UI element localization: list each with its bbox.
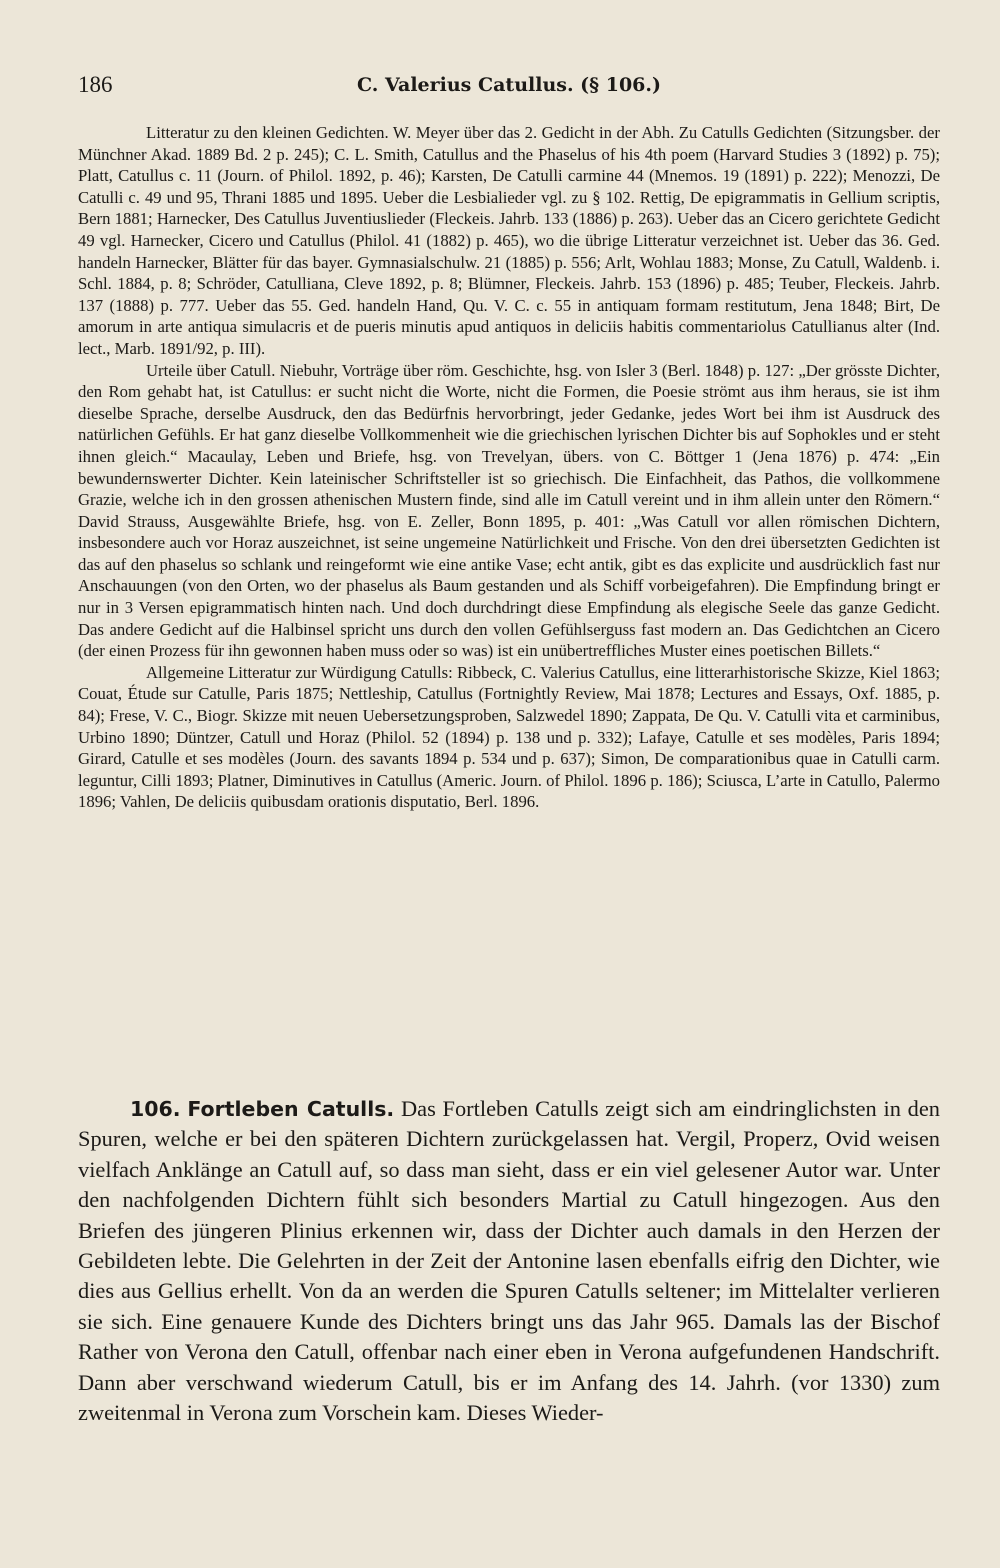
literature-paragraph-general: Allgemeine Litteratur zur Würdigung Catulls: Ribbeck, C. Valerius Catullus, eine litterarhistorische Skizze, Kiel 1863; Couat, Étude sur Catulle, Paris 1875; Nettleship, Catullus (Fortnightly Review, Mai 1878; Lectures and Essays, Oxf. 1885, p. 84); Frese, V. C., Biogr. Skizze mit neuen Uebersetzungsproben, Salzwedel 1890; Zappata, De Qu. V. Catulli vita et carminibus, Urbino 1890; Düntzer, Catull und Horaz (Philol. 52 (1894) p. 138 und p. 332); Lafaye, Catulle et ses modèles, Paris 1894; Girard, Catulle et ses modèles (Journ. des savants 1894 p. 534 und p. 637); Simon, De comparationibus quae in Catulli carm. leguntur, Cilli 1893; Platner, Diminutives in Catullus (Americ. Journ. of Philol. 1896 p. 186); Sciusca, L’arte in Catullo, Palermo 1896; Vahlen, De deliciis quibusdam orationis disputatio, Berl. 1896.: [78, 662, 940, 812]
section-number: 106.: [130, 1097, 181, 1121]
section-text: Das Fortleben Catulls zeigt sich am eindringlichsten in den Spuren, welche er bei den späteren Dichtern zurückgelassen hat. Vergil, Properz, Ovid weisen vielfach Anklänge an Catull auf, so dass man sieht, dass er ein viel gelesener Autor war. Unter den nachfolgenden Dichtern fühlt sich besonders Martial zu Catull hingezogen. Aus den Briefen des jüngeren Plinius erkennen wir, dass der Dichter auch damals in den Herzen der Gebildeten lebte. Die Gelehrten in der Zeit der Antonine lasen ebenfalls eifrig den Dichter, wie dies aus Gellius erhellt. Von da an werden die Spuren Catulls seltener; im Mittelalter verlieren sie sich. Eine genauere Kunde des Dichters bringt uns das Jahr 965. Damals las der Bischof Rather von Verona den Catull, offenbar nach einer eben in Verona aufgefundenen Handschrift. Dann aber verschwand wiederum Catull, bis er im Anfang des 14. Jahrh. (vor 1330) zum zweitenmal in Verona zum Vorschein kam. Dieses Wieder-: [78, 1096, 940, 1426]
literature-paragraph-small-poems: Litteratur zu den kleinen Gedichten. W. Meyer über das 2. Gedicht in der Abh. Zu Catulls Gedichten (Sitzungsber. der Münchner Akad. 1889 Bd. 2 p. 245); C. L. Smith, Catullus and the Phaselus of his 4th poem (Harvard Studies 3 (1892) p. 75); Platt, Catullus c. 11 (Journ. of Philol. 1892, p. 46); Karsten, De Catulli carmine 44 (Mnemos. 19 (1891) p. 222); Menozzi, De Catulli c. 49 und 95, Thrani 1885 und 1895. Ueber die Lesbialieder vgl. zu § 102. Rettig, De epigrammatis in Gellium scriptis, Bern 1881; Harnecker, Des Catullus Juventiuslieder (Fleckeis. Jahrb. 133 (1886) p. 263). Ueber das an Cicero gerichtete Gedicht 49 vgl. Harnecker, Cicero und Catullus (Philol. 41 (1882) p. 465), wo die übrige Litteratur verzeichnet ist. Ueber das 36. Ged. handeln Harnecker, Blätter für das bayer. Gymnasialschulw. 21 (1885) p. 556; Arlt, Wohlau 1883; Monse, Zu Catull, Waldenb. i. Schl. 1884, p. 8; Schröder, Catulliana, Cleve 1892, p. 8; Blümner, Fleckeis. Jahrb. 153 (1896) p. 485; Teuber, Fleckeis. Jahrb. 137 (1888) p. 777. Ueber das 55. Ged. handeln Hand, Qu. V. C. c. 55 in antiquam formam restitutum, Jena 1848; Birt, De amorum in arte antiqua simulacris et de pueris minutis apud antiquos in deliciis habitis commentariolus Catullianus alter (Ind. lect., Marb. 1891/92, p. III).: [78, 123, 940, 358]
literature-notes: [78, 122, 940, 813]
section-paragraph: [78, 1094, 940, 1428]
section-title: Fortleben Catulls.: [187, 1097, 395, 1121]
section-106: [78, 1094, 940, 1428]
running-head: [78, 72, 940, 102]
running-title: C. Valerius Catullus. (§ 106.): [357, 74, 661, 96]
literature-paragraph-judgements: Urteile über Catull. Niebuhr, Vorträge über röm. Geschichte, hsg. von Isler 3 (Berl. 1848) p. 127: „Der grösste Dichter, den Rom gehabt hat, ist Catullus: er sucht nicht die Worte, nicht die Formen, die Poesie strömt aus ihm heraus, sie ist ihm dieselbe Sprache, derselbe Ausdruck, den das Bedürfnis hervorbringt, jeder Gedanke, jedes Wort bei ihm ist Ausdruck des natürlichen Gefühls. Er hat ganz dieselbe Vollkommenheit wie die griechischen lyrischen Dichter bis auf Sophokles und er steht ihnen gleich.“ Macaulay, Leben und Briefe, hsg. von Trevelyan, übers. von C. Böttger 1 (Jena 1876) p. 474: „Ein bewundernswerter Dichter. Kein lateinischer Schriftsteller ist so griechisch. Die Einfachheit, das Pathos, die vollkommene Grazie, welche ich in den grossen athenischen Mustern finde, sind alle im Catull vereint und in ihm allein unter den Römern.“ David Strauss, Ausgewählte Briefe, hsg. von E. Zeller, Bonn 1895, p. 401: „Was Catull vor allen römischen Dichtern, insbesondere auch vor Horaz auszeichnet, ist seine ungemeine Natürlichkeit und Frische. Von den drei übersetzten Gedichten ist das auf den phaselus so schlank und reingeformt wie eine antike Vase; echt antik, gibt es das explicite und ausdrücklich fast nur Anschauungen (von den Orten, wo der phaselus als Baum gestanden und als Schiff vorbeigefahren). Die Empfindung bringt er nur in 3 Versen epigrammatisch hinten nach. Und doch durchdringt diese Empfindung als elegische Seele das ganze Gedicht. Das andere Gedicht auf die Halbinsel spricht uns durch den vollen Gefühlserguss fast modern an. Das Gedichtchen an Cicero (der einen Prozess für ihn gewonnen haben muss oder so was) ist ein unübertreffliches Muster eines poetischen Billets.“: [78, 360, 940, 661]
page-number: 186: [78, 72, 113, 97]
